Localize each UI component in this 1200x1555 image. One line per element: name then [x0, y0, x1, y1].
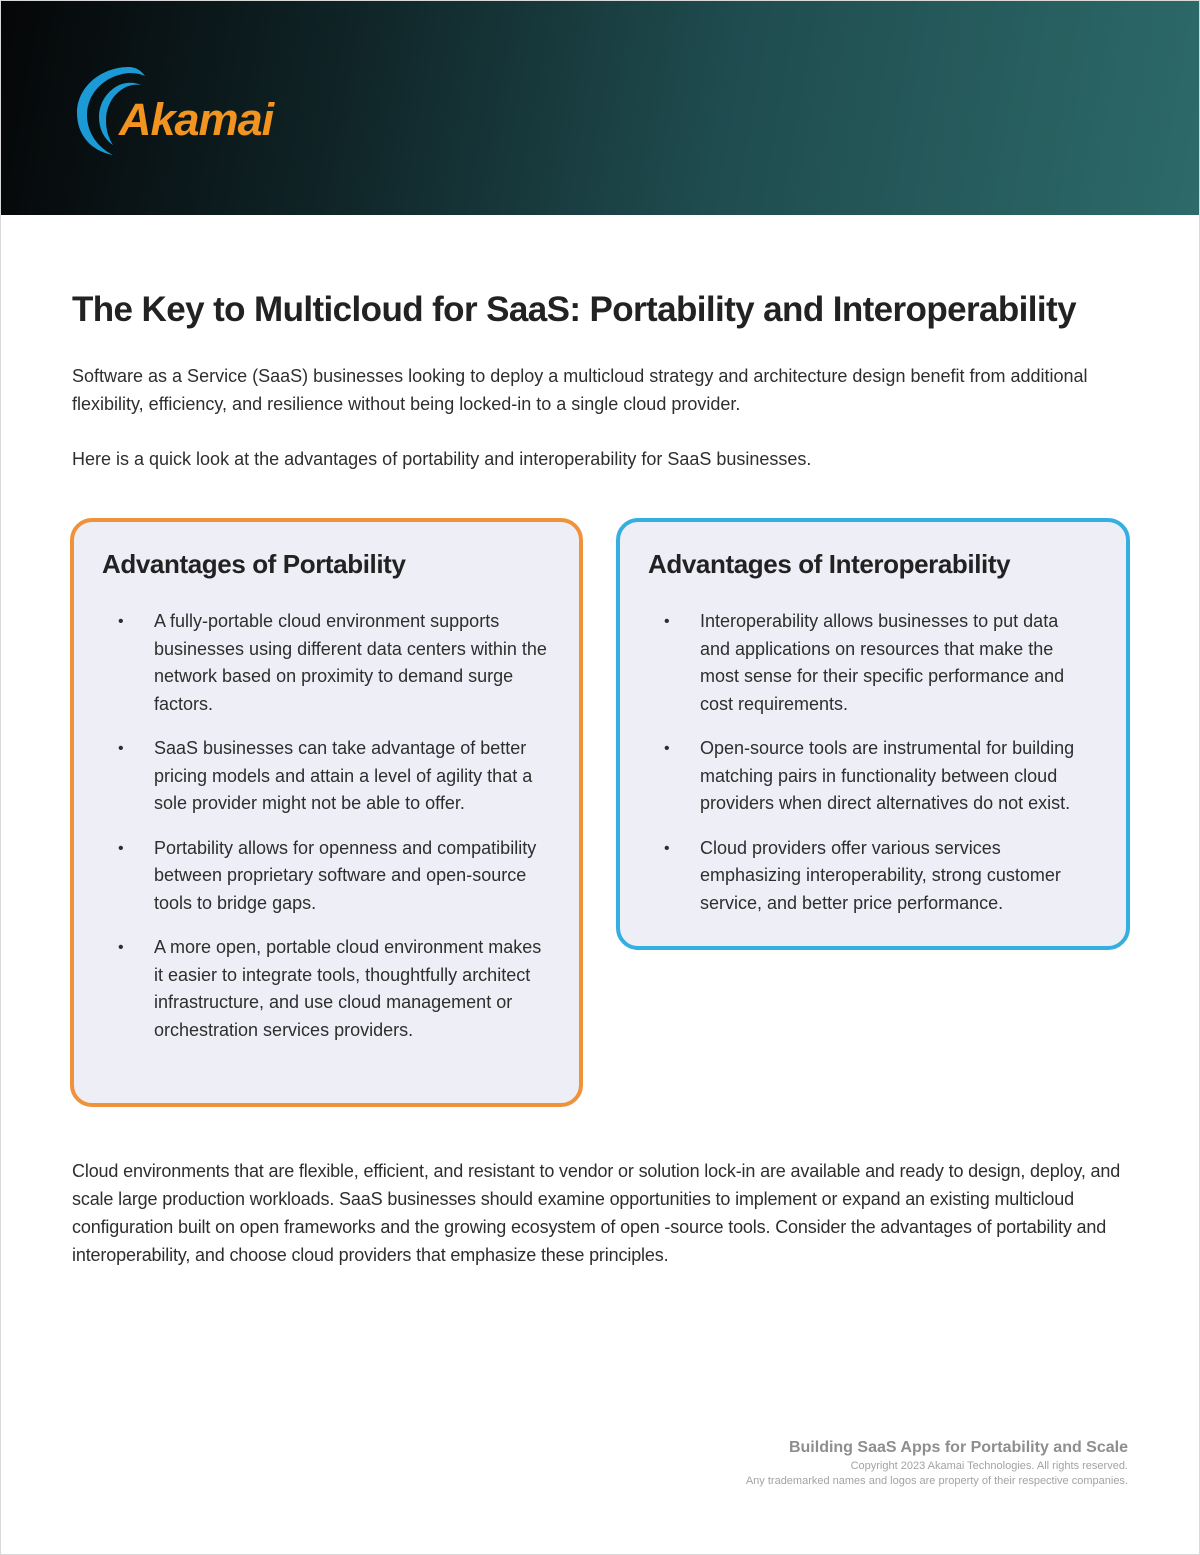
list-item [74, 735, 554, 818]
bullet-icon: • [664, 613, 670, 630]
header-banner [1, 1, 1199, 215]
intro-paragraph: Here is a quick look at the advantages of portability and interoperability for SaaS businesses. [72, 449, 812, 469]
list-item [620, 735, 1092, 818]
intro-paragraph: Software as a Service (SaaS) businesses looking to deploy a multicloud strategy and architecture design benefit from additional flexibility, efficiency, and resilience without being locked-in to a single cloud provider. [72, 366, 1088, 414]
footer [746, 1437, 1128, 1489]
card-title: Advantages of Portability [102, 549, 406, 579]
interoperability-card [616, 518, 1130, 950]
footer-title: Building SaaS Apps for Portability and Scale [788, 1439, 1128, 1456]
list-item-text: Interoperability allows businesses to put data and applications on resources that make the most sense for their specific performance and cost requirements. [700, 611, 1065, 714]
list-item [74, 835, 554, 918]
portability-card [70, 518, 583, 1107]
akamai-logo [73, 63, 303, 158]
list-item-text: SaaS businesses can take advantage of better pricing models and attain a level of agility that a sole provider might not be able to offer. [154, 738, 533, 813]
list-item-text: Portability allows for openness and compatibility between proprietary software and open-source tools to bridge gaps. [154, 837, 537, 913]
bullet-icon: • [664, 839, 670, 857]
bullet-icon: • [118, 839, 124, 857]
bullet-icon: • [118, 613, 124, 630]
list-item [620, 835, 1092, 918]
list-item-text: A more open, portable cloud environment makes it easier to integrate tools, thoughtfully architect infrastructure, and use cloud management or orchestration services providers. [154, 937, 542, 1040]
akamai-wordmark: Akamai [119, 94, 274, 145]
list-item [74, 608, 554, 718]
card-title: Advantages of Interoperability [648, 549, 1011, 579]
bullet-list [74, 608, 554, 1061]
page-title: The Key to Multicloud for SaaS: Portability and Interoperability [72, 290, 1076, 329]
list-item-text: A fully-portable cloud environment supports businesses using different data centers within the network based on proximity to demand surge factors. [154, 611, 547, 714]
list-item-text: Open-source tools are instrumental for building matching pairs in functionality between cloud providers when direct alternatives do not exist. [700, 738, 1075, 813]
list-item [620, 608, 1092, 718]
bullet-list [620, 608, 1092, 934]
bullet-icon: • [118, 939, 124, 956]
footer-trademark: Any trademarked names and logos are property of their respective companies. [745, 1475, 1128, 1487]
bullet-icon: • [118, 740, 124, 757]
footer-copyright: Copyright 2023 Akamai Technologies. All rights reserved. [850, 1460, 1128, 1472]
list-item-text: Cloud providers offer various services emphasizing interoperability, strong customer service, and better price performance. [700, 837, 1061, 913]
closing-paragraph: Cloud environments that are flexible, efficient, and resistant to vendor or solution lock-in are available and ready to design, deploy, and scale large production workloads. SaaS businesses should examine opportunities to implement or expand an existing multicloud configuration built on open frameworks and the growing ecosystem of open -source tools. Consider the advantages of portability and interoperability, and choose cloud providers that emphasize these principles. [72, 1161, 1121, 1265]
bullet-icon: • [664, 740, 670, 757]
list-item [74, 934, 554, 1044]
